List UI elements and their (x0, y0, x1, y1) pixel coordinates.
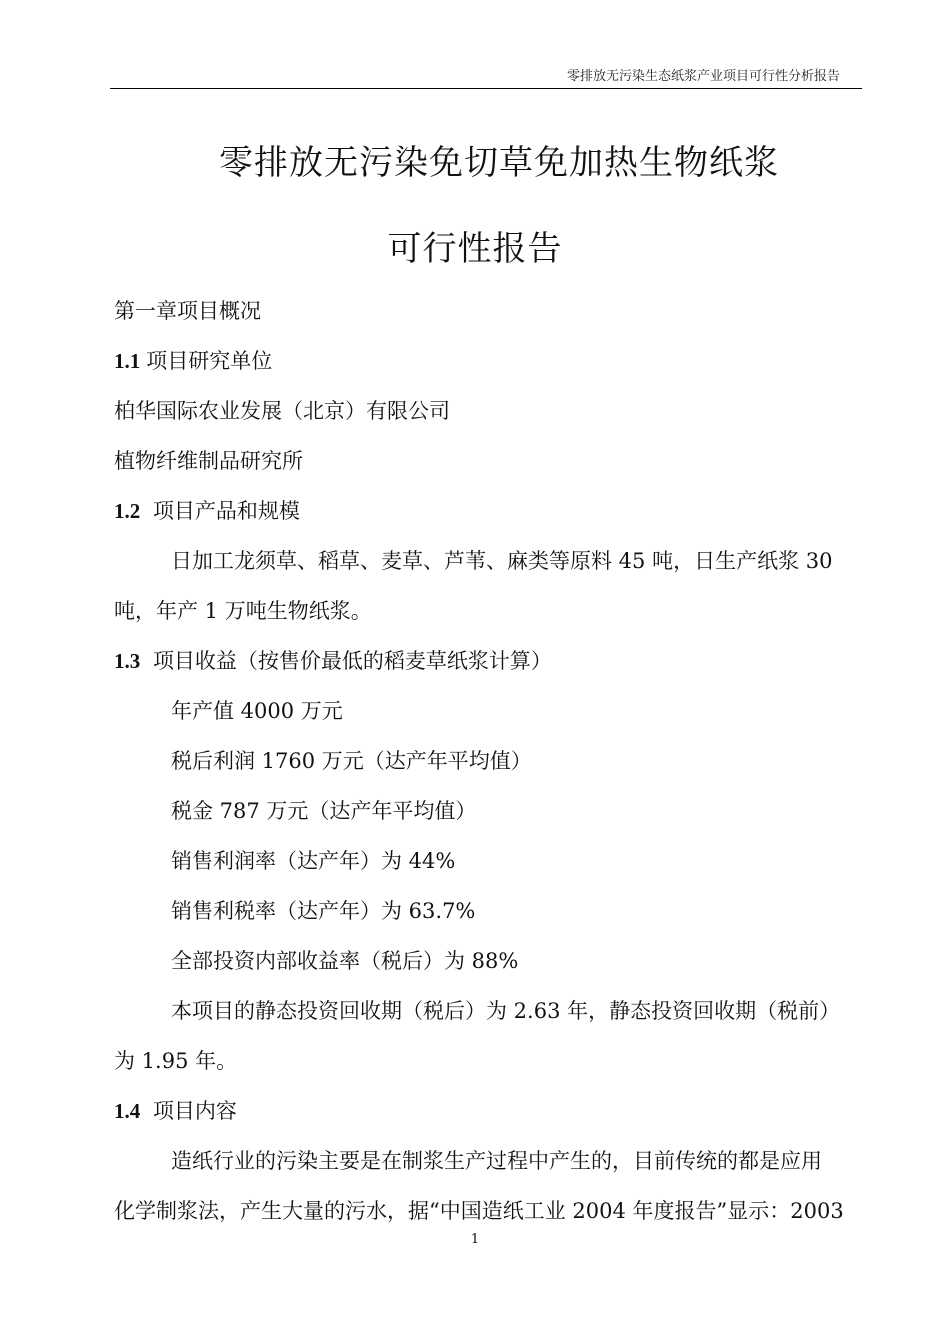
revenue-item: 税金 787 万元（达产年平均值） (171, 799, 477, 823)
document-title-line-1: 零排放无污染免切草免加热生物纸浆 (219, 142, 779, 183)
document-title-line-2: 可行性报告 (387, 228, 563, 269)
section-heading-1-4 (114, 1086, 860, 1136)
section-number: 1.1 (114, 349, 141, 373)
payback-line-1: 本项目的静态投资回收期（税后）为 2.63 年，静态投资回收期（税前） (171, 999, 841, 1023)
section-heading-1-2 (114, 486, 860, 536)
document-body (114, 286, 860, 1236)
section-number: 1.4 (114, 1099, 141, 1123)
section-heading-1-3 (114, 636, 860, 686)
research-unit-2: 植物纤维制品研究所 (114, 449, 303, 473)
page-header (110, 60, 862, 89)
section-heading-1-1 (114, 336, 860, 386)
revenue-item: 销售利税率（达产年）为 63.7% (171, 899, 476, 923)
section-title: 项目研究单位 (146, 349, 273, 373)
revenue-item: 年产值 4000 万元 (171, 699, 343, 723)
chapter-heading: 第一章项目概况 (114, 299, 261, 323)
research-unit-1: 柏华国际农业发展（北京）有限公司 (114, 399, 450, 423)
section-title: 项目产品和规模 (152, 499, 300, 523)
section-number: 1.2 (114, 499, 141, 523)
running-title: 零排放无污染生态纸浆产业项目可行性分析报告 (566, 69, 840, 84)
section-number: 1.3 (114, 649, 141, 673)
section-title: 项目内容 (152, 1099, 237, 1123)
section-title: 项目收益（按售价最低的稻麦草纸浆计算） (152, 649, 552, 673)
product-scale-line-1: 日加工龙须草、稻草、麦草、芦苇、麻类等原料 45 吨，日生产纸浆 30 (171, 549, 833, 573)
revenue-item: 销售利润率（达产年）为 44% (171, 849, 456, 873)
product-scale-line-2: 吨，年产 1 万吨生物纸浆。 (114, 599, 372, 623)
content-paragraph-line-1: 造纸行业的污染主要是在制浆生产过程中产生的，目前传统的都是应用 (171, 1149, 822, 1173)
payback-line-2: 为 1.95 年。 (114, 1049, 238, 1073)
revenue-item: 全部投资内部收益率（税后）为 88% (171, 949, 519, 973)
page-number: 1 (470, 1232, 480, 1247)
revenue-item: 税后利润 1760 万元（达产年平均值） (171, 749, 532, 773)
content-paragraph-line-2: 化学制浆法，产生大量的污水，据“中国造纸工业 2004 年度报告”显示：2003 (114, 1199, 844, 1223)
